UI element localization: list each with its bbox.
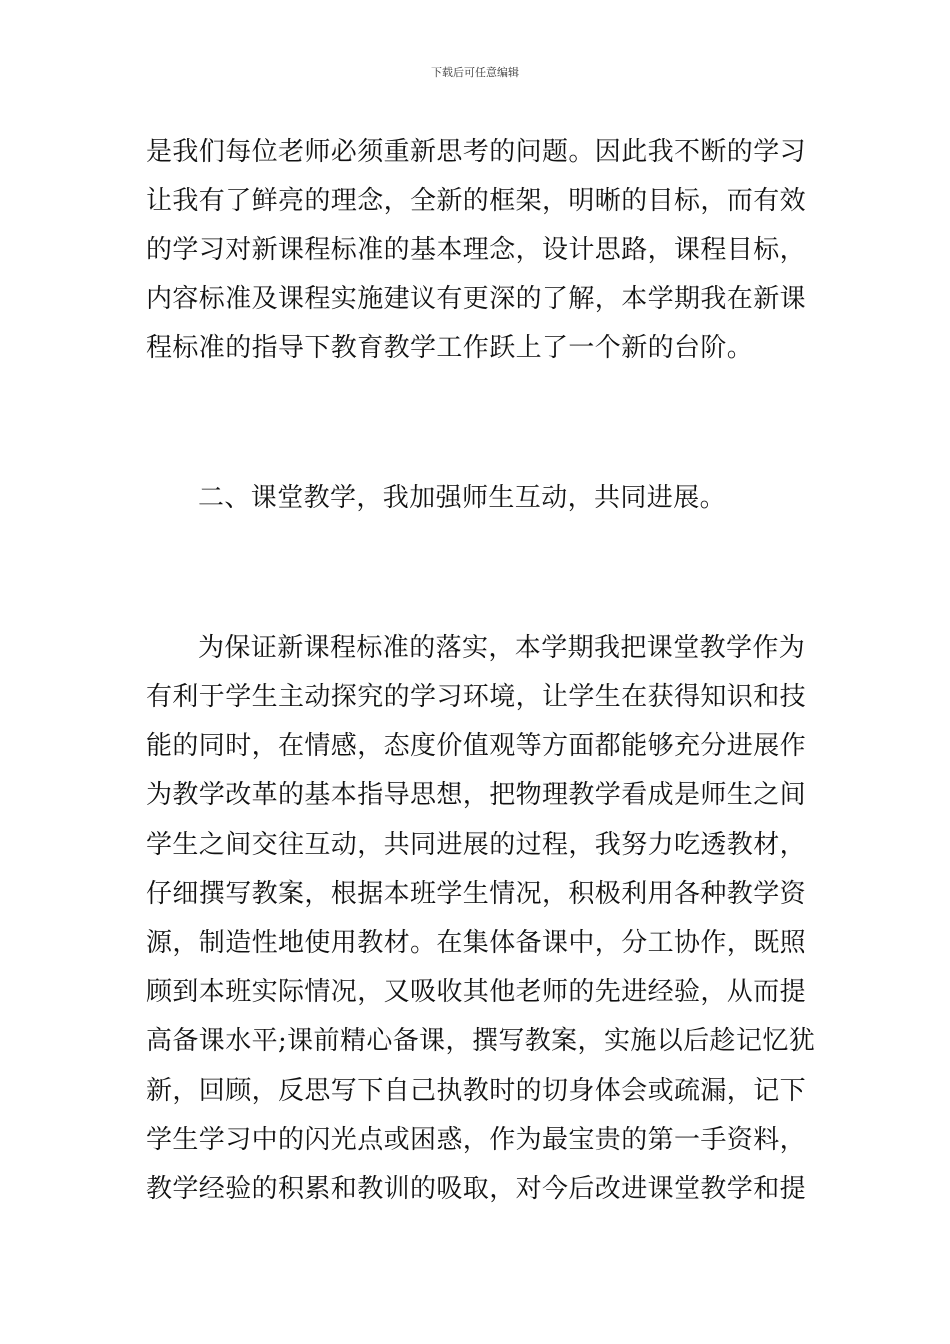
paragraph-3-line-10: 新，回顾，反思写下自己执教时的切身体会或疏漏，记下 xyxy=(146,1076,807,1106)
paragraph-3-line-7: 源，制造性地使用教材。在集体备课中，分工协作，既照 xyxy=(146,928,807,958)
paragraph-3-line-12: 教学经验的积累和教训的吸取，对今后改进课堂教学和提 xyxy=(146,1174,807,1204)
paragraph-3-line-1: 为保证新课程标准的落实，本学期我把课堂教学作为 xyxy=(198,633,806,663)
paragraph-1-line-2: 让我有了鲜亮的理念，全新的框架，明晰的目标，而有效 xyxy=(146,186,807,216)
paragraph-3-line-11: 学生学习中的闪光点或困惑，作为最宝贵的第一手资料， xyxy=(146,1125,807,1155)
paragraph-3-line-5: 学生之间交往互动，共同进展的过程，我努力吃透教材， xyxy=(146,830,807,860)
paragraph-1-line-3: 的学习对新课程标准的基本理念，设计思路，课程目标， xyxy=(146,235,807,265)
paragraph-3-line-6: 仔细撰写教案，根据本班学生情况，积极利用各种教学资 xyxy=(146,879,807,909)
paragraph-1-line-1: 是我们每位老师必须重新思考的问题。因此我不断的学习 xyxy=(146,137,807,167)
paragraph-3-line-8: 顾到本班实际情况，又吸收其他老师的先进经验，从而提 xyxy=(146,977,807,1007)
page-header: 下载后可任意编辑 xyxy=(431,66,519,79)
paragraph-3-line-4: 为教学改革的基本指导思想，把物理教学看成是师生之间 xyxy=(146,780,807,810)
paragraph-3-line-3: 能的同时，在情感，态度价值观等方面都能够充分进展作 xyxy=(146,731,807,761)
paragraph-3-line-9: 高备课水平;课前精心备课，撰写教案，实施以后趁记忆犹 xyxy=(146,1026,816,1056)
paragraph-1-line-4: 内容标准及课程实施建议有更深的了解，本学期我在新课 xyxy=(146,284,807,314)
paragraph-3-line-2: 有利于学生主动探究的学习环境，让学生在获得知识和技 xyxy=(146,682,807,712)
section-heading: 二、课堂教学，我加强师生互动，共同进展。 xyxy=(198,483,727,513)
paragraph-1-line-5: 程标准的指导下教育教学工作跃上了一个新的台阶。 xyxy=(146,333,754,363)
